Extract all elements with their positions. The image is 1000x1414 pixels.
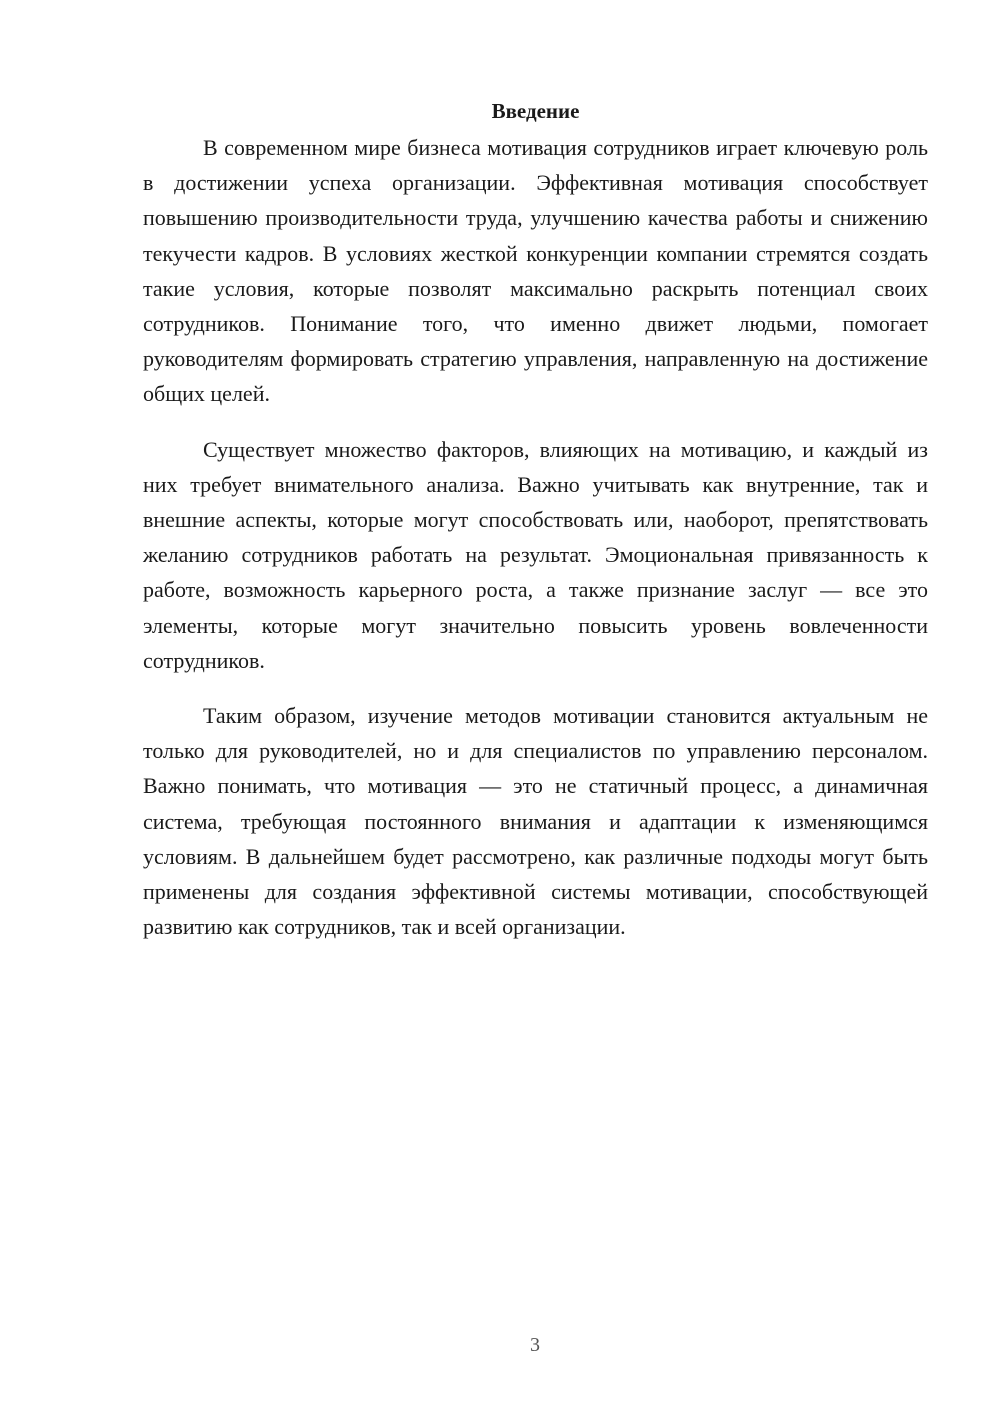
paragraph-3: Таким образом, изучение методов мотивации становится актуальным не только для руководителей, но и для специалистов по управлению персоналом. Важно понимать, что мотивация — это не статичный процесс, а динамичная система, требующая постоянного внимания и адаптации к изменяющимся условиям. В дальнейшем будет рассмотрено, как различные подходы могут быть применены для создания эффективной системы мотивации, способствующей развитию как сотрудников, так и всей организации. — [143, 703, 928, 940]
page-content — [143, 96, 928, 964]
paragraph-1: В современном мире бизнеса мотивация сотрудников играет ключевую роль в достижении успеха организации. Эффективная мотивация способствует повышению производительности труда, улучшению качества работы и снижению текучести кадров. В условиях жесткой конкуренции компании стремятся создать такие условия, которые позволят максимально раскрыть потенциал своих сотрудников. Понимание того, что именно движет людьми, помогает руководителям формировать стратегию управления, направленную на достижение общих целей. — [143, 135, 928, 407]
paragraph-2: Существует множество факторов, влияющих на мотивацию, и каждый из них требует внимательного анализа. Важно учитывать как внутренние, так и внешние аспекты, которые могут способствовать или, наоборот, препятствовать желанию сотрудников работать на результат. Эмоциональная привязанность к работе, возможность карьерного роста, а также признание заслуг — все это элементы, которые могут значительно повысить уровень вовлеченности сотрудников. — [143, 436, 928, 673]
section-heading: Введение — [491, 99, 580, 123]
page-number: 3 — [530, 1334, 540, 1356]
